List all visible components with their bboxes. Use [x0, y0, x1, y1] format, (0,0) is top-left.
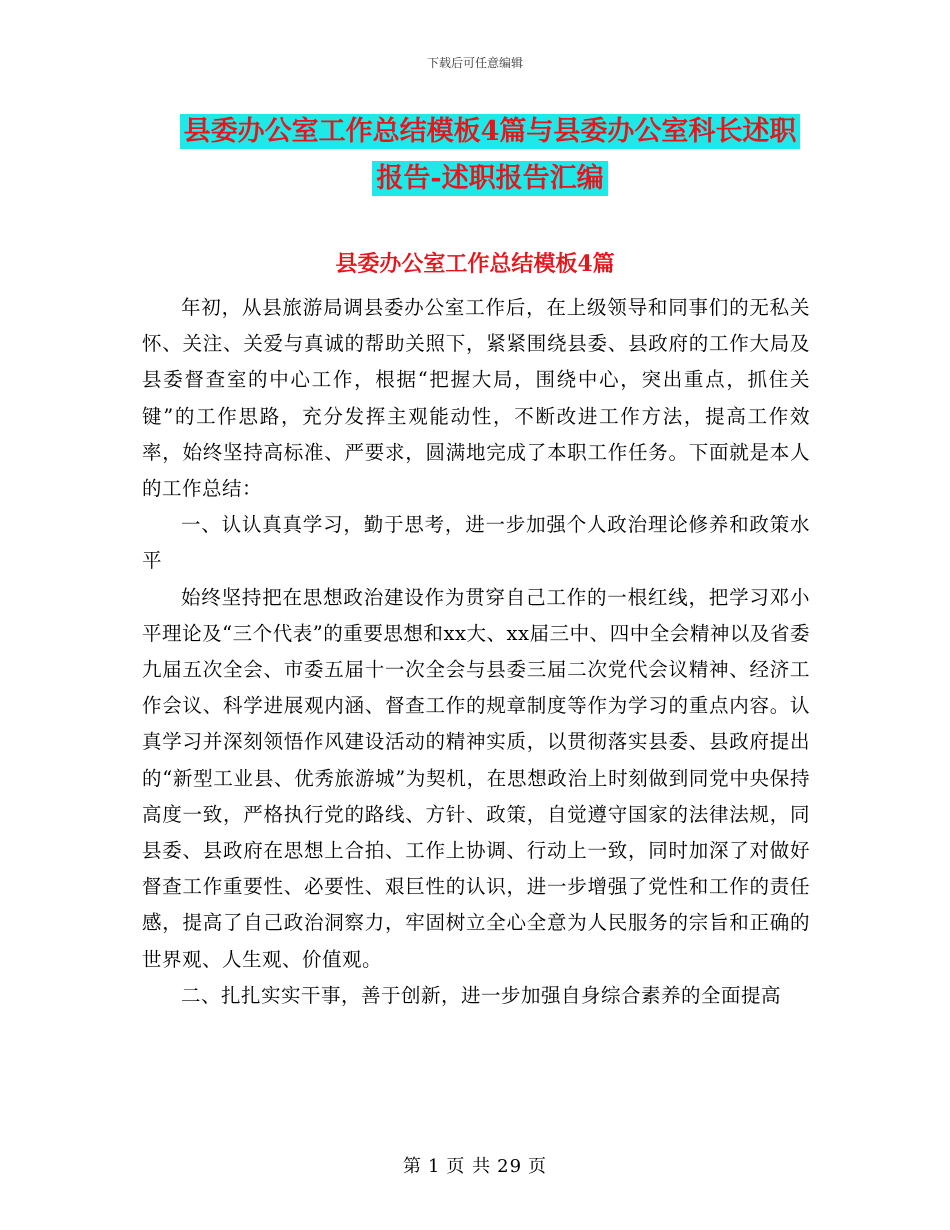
page-number: 1 [427, 1156, 441, 1177]
title-line-1: 县委办公室工作总结模板4篇与县委办公室科长述职 [180, 114, 801, 149]
footer-prefix: 第 [402, 1156, 422, 1177]
section-subtitle: 县委办公室工作总结模板4篇 [335, 251, 615, 277]
body-text [142, 290, 810, 1014]
paragraph: 二、扎扎实实干事，善于创新，进一步加强自身综合素养的全面提高 [181, 983, 782, 1007]
footer-suffix: 页 [528, 1156, 548, 1177]
header-note: 下载后可任意编辑 [426, 56, 523, 70]
paragraph: 年初，从县旅游局调县委办公室工作后，在上级领导和同事们的无私关怀、关注、关爱与真诚的帮助关照下，紧紧围绕县委、县政府的工作大局及县委督查室的中心工作，根据“把握大局，围绕中心，突出重点，抓住关键”的工作思路，充分发挥主观能动性，不断改进工作方法，提高工作效率，始终坚持高标准、严要求，圆满地完成了本职工作任务。下面就是本人的工作总结： [142, 296, 810, 501]
page-footer [0, 1152, 950, 1178]
paragraph: 一、认认真真学习，勤于思考，进一步加强个人政治理论修养和政策水平 [142, 513, 810, 573]
footer-middle: 页 共 [446, 1156, 492, 1177]
page-total: 29 [497, 1156, 523, 1177]
paragraph: 始终坚持把在思想政治建设作为贯穿自己工作的一根红线，把学习邓小平理论及“三个代表”的重要思想和xx大、xx届三中、四中全会精神以及省委九届五次全会、市委五届十一次全会与县委三届二次党代会议精神、经济工作会议、科学进展观内涵、督查工作的规章制度等作为学习的重点内容。认真学习并深刻领悟作风建设活动的精神实质，以贯彻落实县委、县政府提出的“新型工业县、优秀旅游城”为契机，在思想政治上时刻做到同党中央保持高度一致，严格执行党的路线、方针、政策，自觉遵守国家的法律法规，同县委、县政府在思想上合拍、工作上协调、行动上一致，同时加深了对做好督查工作重要性、必要性、艰巨性的认识，进一步增强了党性和工作的责任感，提高了自己政治洞察力，牢固树立全心全意为人民服务的宗旨和正确的世界观、人生观、价值观。 [142, 585, 810, 971]
title-line-2: 报告-述职报告汇编 [372, 161, 607, 196]
document-title [140, 108, 840, 202]
